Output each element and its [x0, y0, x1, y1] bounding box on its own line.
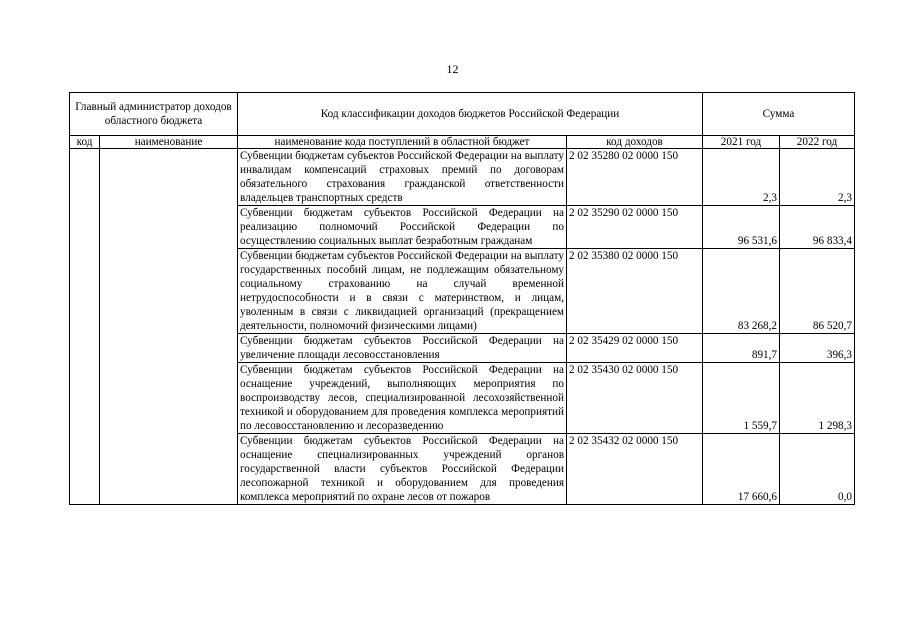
sum-2021-cell: 1 559,7 — [703, 363, 780, 434]
sum-2021-cell: 83 268,2 — [703, 249, 780, 334]
col-header-code: код — [70, 136, 100, 149]
revenue-name-cell: Субвенции бюджетам субъектов Российской Федерации на выплату инвалидам компенсаций страховых премий по договорам обязательного страхования гражданской ответственности владельцев транспортных средств — [238, 149, 567, 206]
admin-code-cell — [70, 149, 100, 505]
col-header-2021: 2021 год — [703, 136, 780, 149]
sum-2021-cell: 891,7 — [703, 334, 780, 363]
col-header-revenue-name: наименование кода поступлений в областной бюджет — [238, 136, 567, 149]
sum-2022-cell: 0,0 — [780, 434, 855, 505]
revenue-code-cell: 2 02 35430 02 0000 150 — [567, 363, 703, 434]
sum-2021-cell: 96 531,6 — [703, 206, 780, 249]
sum-2022-cell: 96 833,4 — [780, 206, 855, 249]
header-row-main — [70, 93, 855, 136]
admin-name-cell — [100, 149, 238, 505]
sum-2022-cell: 1 298,3 — [780, 363, 855, 434]
sum-header: Сумма — [703, 93, 855, 136]
revenue-name-cell: Субвенции бюджетам субъектов Российской Федерации на реализацию полномочий Российской Федерации по осуществлению социальных выплат безработным гражданам — [238, 206, 567, 249]
revenue-code-cell: 2 02 35429 02 0000 150 — [567, 334, 703, 363]
col-header-name: наименование — [100, 136, 238, 149]
sum-2022-cell: 396,3 — [780, 334, 855, 363]
revenue-code-cell: 2 02 35432 02 0000 150 — [567, 434, 703, 505]
header-row-sub — [70, 136, 855, 149]
revenue-name-cell: Субвенции бюджетам субъектов Российской Федерации на выплату государственных пособий лицам, не подлежащим обязательному социальному страхованию на случай временной нетрудоспособности и в связи с материнством, и лицам, уволенным в связи с ликвидацией организаций (прекращением деятельности, полномочий физическими лицами) — [238, 249, 567, 334]
revenue-name-cell: Субвенции бюджетам субъектов Российской Федерации на оснащение учреждений, выполняющих мероприятия по воспроизводству лесов, специализированной лесохозяйственной техникой и оборудованием для проведения комплекса мероприятий по лесовосстановлению и лесоразведению — [238, 363, 567, 434]
col-header-2022: 2022 год — [780, 136, 855, 149]
revenue-code-cell: 2 02 35290 02 0000 150 — [567, 206, 703, 249]
sum-2021-cell: 17 660,6 — [703, 434, 780, 505]
revenue-name-cell: Субвенции бюджетам субъектов Российской Федерации на оснащение специализированных учреждений органов государственной власти субъектов Российской Федерации лесопожарной техникой и оборудованием для проведения комплекса мероприятий по охране лесов от пожаров — [238, 434, 567, 505]
sum-2022-cell: 2,3 — [780, 149, 855, 206]
revenue-code-cell: 2 02 35280 02 0000 150 — [567, 149, 703, 206]
classification-header: Код классификации доходов бюджетов Российской Федерации — [238, 93, 703, 136]
sum-2022-cell: 86 520,7 — [780, 249, 855, 334]
sum-2021-cell: 2,3 — [703, 149, 780, 206]
admin-header: Главный администратор доходов областного бюджета — [70, 93, 238, 136]
page-number: 12 — [446, 62, 459, 76]
revenue-name-cell: Субвенции бюджетам субъектов Российской Федерации на увеличение площади лесовосстановления — [238, 334, 567, 363]
col-header-revenue-code: код доходов — [567, 136, 703, 149]
table-row — [70, 149, 855, 206]
revenue-code-cell: 2 02 35380 02 0000 150 — [567, 249, 703, 334]
revenue-table — [69, 92, 855, 505]
